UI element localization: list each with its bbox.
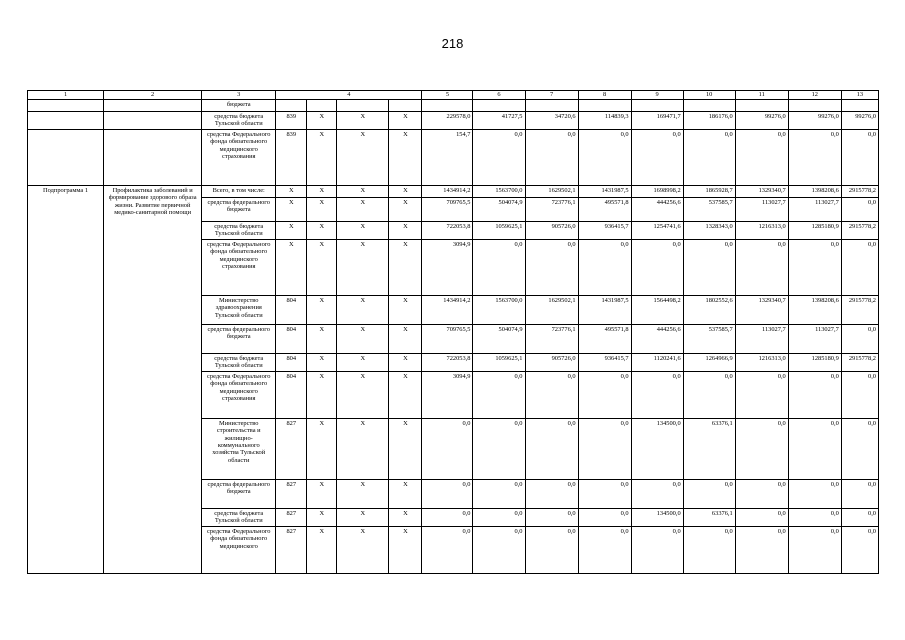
code-cell — [276, 100, 307, 112]
value-cell: 905726,0 — [525, 222, 578, 240]
classifier-cell: X — [389, 325, 422, 354]
value-cell: 444256,6 — [631, 325, 683, 354]
header-cell: 1 — [28, 91, 104, 100]
funding-source-cell: Всего, в том числе: — [202, 186, 276, 198]
value-cell: 0,0 — [788, 480, 841, 509]
value-cell: 1698998,2 — [631, 186, 683, 198]
value-cell: 1285180,9 — [788, 222, 841, 240]
subprogram-cell: Подпрограмма 1 — [28, 186, 104, 574]
value-cell: 169471,7 — [631, 112, 683, 130]
value-cell: 0,0 — [683, 527, 735, 574]
value-cell: 0,0 — [631, 240, 683, 296]
subprogram-description: Профилактика заболеваний и формирование здорового образа жизни. Развитие первичной медико-санитарной помощи — [104, 186, 202, 574]
value-cell: 0,0 — [683, 130, 735, 186]
value-cell: 0,0 — [841, 198, 878, 222]
header-cell: 6 — [473, 91, 525, 100]
value-cell: 0,0 — [422, 527, 473, 574]
value-cell: 2915778,2 — [841, 296, 878, 325]
value-cell: 1285180,9 — [788, 354, 841, 372]
value-cell: 1059625,1 — [473, 354, 525, 372]
value-cell: 0,0 — [788, 130, 841, 186]
value-cell: 905726,0 — [525, 354, 578, 372]
classifier-cell: X — [307, 325, 337, 354]
value-cell: 2915778,2 — [841, 354, 878, 372]
value-cell: 113027,7 — [735, 198, 788, 222]
value-cell: 0,0 — [735, 130, 788, 186]
value-cell: 504074,9 — [473, 325, 525, 354]
funding-source-cell: средства Федерального фонда обязательного медицинского страхования — [202, 130, 276, 186]
value-cell: 1329340,7 — [735, 186, 788, 198]
classifier-cell: X — [389, 186, 422, 198]
value-cell: 0,0 — [735, 480, 788, 509]
value-cell: 0,0 — [525, 480, 578, 509]
value-cell: 1434914,2 — [422, 186, 473, 198]
value-cell: 1629502,1 — [525, 296, 578, 325]
value-cell: 0,0 — [578, 372, 631, 419]
classifier-cell: X — [337, 222, 389, 240]
value-cell: 0,0 — [683, 480, 735, 509]
funding-source-cell: Министерство здравоохранения Тульской области — [202, 296, 276, 325]
value-cell: 1431987,5 — [578, 186, 631, 198]
value-cell: 0,0 — [841, 130, 878, 186]
table-body — [28, 91, 879, 574]
value-cell: 504074,9 — [473, 198, 525, 222]
classifier-cell: X — [337, 296, 389, 325]
code-cell: 804 — [276, 372, 307, 419]
value-cell: 0,0 — [841, 527, 878, 574]
value-cell: 0,0 — [841, 509, 878, 527]
value-cell: 0,0 — [422, 509, 473, 527]
value-cell: 63376,1 — [683, 509, 735, 527]
header-cell: 8 — [578, 91, 631, 100]
value-cell: 0,0 — [735, 372, 788, 419]
value-cell: 3094,9 — [422, 372, 473, 419]
value-cell — [683, 100, 735, 112]
value-cell: 113027,7 — [788, 198, 841, 222]
value-cell: 63376,1 — [683, 419, 735, 480]
funding-source-cell: средства федерального бюджета — [202, 325, 276, 354]
header-cell: 4 — [276, 91, 422, 100]
code-cell: 827 — [276, 527, 307, 574]
table-row — [28, 130, 879, 186]
value-cell: 0,0 — [788, 240, 841, 296]
classifier-cell: X — [307, 419, 337, 480]
value-cell: 1398208,6 — [788, 296, 841, 325]
value-cell: 1563700,0 — [473, 186, 525, 198]
value-cell: 0,0 — [841, 240, 878, 296]
value-cell: 0,0 — [631, 372, 683, 419]
value-cell: 1216313,0 — [735, 222, 788, 240]
funding-source-cell: Министерство строительства и жилищно-коммунального хозяйства Тульской области — [202, 419, 276, 480]
funding-source-cell: средства Федерального фонда обязательного медицинского — [202, 527, 276, 574]
value-cell: 134500,0 — [631, 509, 683, 527]
code-cell: 839 — [276, 130, 307, 186]
code-cell: 827 — [276, 509, 307, 527]
value-cell: 1120241,6 — [631, 354, 683, 372]
value-cell — [473, 100, 525, 112]
classifier-cell: X — [337, 198, 389, 222]
value-cell: 936415,7 — [578, 222, 631, 240]
header-cell: 11 — [735, 91, 788, 100]
value-cell: 99276,0 — [788, 112, 841, 130]
classifier-cell: X — [337, 419, 389, 480]
header-cell: 13 — [841, 91, 878, 100]
value-cell: 0,0 — [473, 527, 525, 574]
value-cell: 0,0 — [735, 527, 788, 574]
value-cell: 114839,3 — [578, 112, 631, 130]
value-cell: 0,0 — [525, 419, 578, 480]
budget-table — [27, 90, 879, 574]
value-cell: 0,0 — [525, 527, 578, 574]
code-cell: 804 — [276, 354, 307, 372]
classifier-cell: X — [389, 240, 422, 296]
classifier-cell: X — [337, 130, 389, 186]
classifier-cell: X — [389, 198, 422, 222]
value-cell: 0,0 — [735, 509, 788, 527]
value-cell: 0,0 — [578, 419, 631, 480]
code-cell: 827 — [276, 480, 307, 509]
empty-cell — [28, 100, 104, 112]
value-cell: 709765,5 — [422, 198, 473, 222]
code-cell: 827 — [276, 419, 307, 480]
classifier-cell: X — [307, 480, 337, 509]
classifier-cell: X — [337, 112, 389, 130]
funding-source-cell: средства федерального бюджета — [202, 198, 276, 222]
funding-source-cell: средства Федерального фонда обязательного медицинского страхования — [202, 372, 276, 419]
header-cell: 2 — [104, 91, 202, 100]
value-cell: 1563700,0 — [473, 296, 525, 325]
value-cell: 1059625,1 — [473, 222, 525, 240]
code-cell: X — [276, 240, 307, 296]
classifier-cell: X — [337, 480, 389, 509]
classifier-cell: X — [337, 186, 389, 198]
value-cell: 0,0 — [788, 372, 841, 419]
value-cell: 0,0 — [578, 509, 631, 527]
value-cell: 2915778,2 — [841, 186, 878, 198]
value-cell: 0,0 — [525, 240, 578, 296]
value-cell — [578, 100, 631, 112]
value-cell: 0,0 — [473, 130, 525, 186]
funding-source-cell: средства федерального бюджета — [202, 480, 276, 509]
value-cell: 0,0 — [841, 419, 878, 480]
value-cell: 0,0 — [525, 372, 578, 419]
value-cell: 2915778,2 — [841, 222, 878, 240]
funding-source-cell: средства бюджета Тульской области — [202, 509, 276, 527]
value-cell: 0,0 — [473, 240, 525, 296]
classifier-cell: X — [389, 480, 422, 509]
header-cell: 7 — [525, 91, 578, 100]
value-cell: 709765,5 — [422, 325, 473, 354]
code-cell: X — [276, 222, 307, 240]
classifier-cell: X — [389, 509, 422, 527]
value-cell: 0,0 — [788, 419, 841, 480]
value-cell — [841, 100, 878, 112]
value-cell: 113027,7 — [788, 325, 841, 354]
value-cell: 0,0 — [422, 480, 473, 509]
value-cell: 0,0 — [683, 240, 735, 296]
classifier-cell: X — [307, 372, 337, 419]
value-cell: 0,0 — [683, 372, 735, 419]
value-cell: 0,0 — [631, 480, 683, 509]
classifier-cell — [337, 100, 389, 112]
classifier-cell: X — [307, 130, 337, 186]
value-cell: 495571,8 — [578, 198, 631, 222]
value-cell: 1564498,2 — [631, 296, 683, 325]
classifier-cell: X — [337, 240, 389, 296]
value-cell: 0,0 — [473, 509, 525, 527]
classifier-cell: X — [389, 112, 422, 130]
empty-cell — [104, 100, 202, 112]
classifier-cell: X — [307, 112, 337, 130]
value-cell: 0,0 — [578, 527, 631, 574]
header-row — [28, 91, 879, 100]
value-cell: 537585,7 — [683, 325, 735, 354]
value-cell: 0,0 — [841, 325, 878, 354]
value-cell: 0,0 — [788, 527, 841, 574]
value-cell: 1329340,7 — [735, 296, 788, 325]
value-cell: 99276,0 — [735, 112, 788, 130]
funding-source-cell: средства Федерального фонда обязательного медицинского страхования — [202, 240, 276, 296]
funding-source-cell: средства бюджета Тульской области — [202, 354, 276, 372]
value-cell: 99276,0 — [841, 112, 878, 130]
classifier-cell: X — [307, 354, 337, 372]
value-cell: 0,0 — [578, 480, 631, 509]
value-cell — [422, 100, 473, 112]
classifier-cell — [389, 100, 422, 112]
page-number: 218 — [441, 36, 464, 51]
empty-cell — [28, 130, 104, 186]
value-cell: 0,0 — [841, 480, 878, 509]
value-cell: 1254741,6 — [631, 222, 683, 240]
classifier-cell: X — [337, 354, 389, 372]
code-cell: X — [276, 186, 307, 198]
classifier-cell — [307, 100, 337, 112]
value-cell: 0,0 — [525, 509, 578, 527]
value-cell: 936415,7 — [578, 354, 631, 372]
classifier-cell: X — [389, 130, 422, 186]
value-cell: 34720,6 — [525, 112, 578, 130]
code-cell: 839 — [276, 112, 307, 130]
code-cell: 804 — [276, 325, 307, 354]
funding-source-cell: средства бюджета Тульской области — [202, 112, 276, 130]
value-cell — [735, 100, 788, 112]
value-cell: 0,0 — [735, 240, 788, 296]
classifier-cell: X — [389, 527, 422, 574]
value-cell: 1802552,6 — [683, 296, 735, 325]
table-row — [28, 112, 879, 130]
value-cell: 154,7 — [422, 130, 473, 186]
value-cell — [788, 100, 841, 112]
header-cell: 3 — [202, 91, 276, 100]
classifier-cell: X — [307, 296, 337, 325]
empty-cell — [104, 112, 202, 130]
table-row — [28, 100, 879, 112]
classifier-cell: X — [337, 509, 389, 527]
value-cell: 186176,0 — [683, 112, 735, 130]
value-cell: 1216313,0 — [735, 354, 788, 372]
classifier-cell: X — [389, 354, 422, 372]
value-cell: 229578,0 — [422, 112, 473, 130]
value-cell: 1434914,2 — [422, 296, 473, 325]
value-cell: 537585,7 — [683, 198, 735, 222]
header-cell: 9 — [631, 91, 683, 100]
value-cell: 1865928,7 — [683, 186, 735, 198]
classifier-cell: X — [389, 372, 422, 419]
value-cell: 0,0 — [578, 240, 631, 296]
classifier-cell: X — [337, 325, 389, 354]
code-cell: 804 — [276, 296, 307, 325]
header-cell: 5 — [422, 91, 473, 100]
value-cell: 0,0 — [735, 419, 788, 480]
value-cell: 495571,8 — [578, 325, 631, 354]
value-cell: 134500,0 — [631, 419, 683, 480]
classifier-cell: X — [389, 222, 422, 240]
header-cell: 10 — [683, 91, 735, 100]
value-cell: 41727,5 — [473, 112, 525, 130]
empty-cell — [104, 130, 202, 186]
value-cell: 0,0 — [841, 372, 878, 419]
value-cell: 0,0 — [788, 509, 841, 527]
value-cell: 0,0 — [422, 419, 473, 480]
value-cell: 1398208,6 — [788, 186, 841, 198]
classifier-cell: X — [389, 296, 422, 325]
value-cell: 0,0 — [631, 527, 683, 574]
header-cell: 12 — [788, 91, 841, 100]
funding-source-cell: бюджета — [202, 100, 276, 112]
classifier-cell: X — [307, 198, 337, 222]
value-cell: 0,0 — [473, 372, 525, 419]
code-cell: X — [276, 198, 307, 222]
classifier-cell: X — [337, 372, 389, 419]
value-cell: 723776,1 — [525, 198, 578, 222]
classifier-cell: X — [307, 527, 337, 574]
value-cell: 722053,8 — [422, 222, 473, 240]
value-cell: 1431987,5 — [578, 296, 631, 325]
table-row — [28, 186, 879, 198]
classifier-cell: X — [307, 222, 337, 240]
value-cell: 1629502,1 — [525, 186, 578, 198]
classifier-cell: X — [307, 240, 337, 296]
value-cell: 0,0 — [473, 419, 525, 480]
value-cell: 723776,1 — [525, 325, 578, 354]
value-cell: 0,0 — [631, 130, 683, 186]
value-cell: 0,0 — [578, 130, 631, 186]
value-cell: 444256,6 — [631, 198, 683, 222]
classifier-cell: X — [337, 527, 389, 574]
value-cell: 113027,7 — [735, 325, 788, 354]
classifier-cell: X — [307, 509, 337, 527]
value-cell: 1264966,9 — [683, 354, 735, 372]
classifier-cell: X — [307, 186, 337, 198]
value-cell: 0,0 — [525, 130, 578, 186]
value-cell: 1328343,0 — [683, 222, 735, 240]
value-cell — [525, 100, 578, 112]
classifier-cell: X — [389, 419, 422, 480]
value-cell: 722053,8 — [422, 354, 473, 372]
value-cell: 0,0 — [473, 480, 525, 509]
funding-source-cell: средства бюджета Тульской области — [202, 222, 276, 240]
value-cell — [631, 100, 683, 112]
empty-cell — [28, 112, 104, 130]
value-cell: 3094,9 — [422, 240, 473, 296]
